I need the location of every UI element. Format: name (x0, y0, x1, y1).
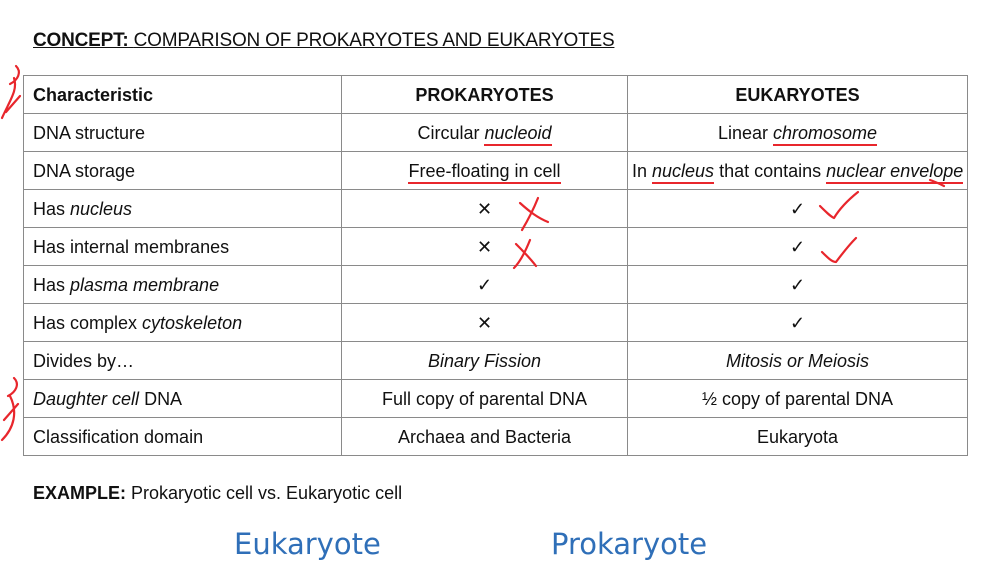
label-text-emph: cytoskeleton (142, 312, 243, 333)
row-label: Has internal membranes (24, 228, 342, 266)
check-icon: ✓ (342, 266, 628, 304)
margin-scribble-top (2, 66, 20, 118)
table-row (24, 114, 968, 152)
cross-icon: ✕ (342, 190, 628, 228)
cell-text: Free-floating in cell (408, 161, 560, 184)
label-text: Has (33, 274, 71, 295)
label-text: Has complex (33, 312, 143, 333)
table-row (24, 342, 968, 380)
row-label: Divides by… (24, 342, 342, 380)
prokaryote-image-label: Prokaryote (551, 527, 708, 561)
row-label (24, 380, 342, 418)
table-row (24, 266, 968, 304)
check-icon: ✓ (628, 304, 968, 342)
cell-prokaryote: Archaea and Bacteria (342, 418, 628, 456)
cell-eukaryote: ½ copy of parental DNA (628, 380, 968, 418)
example-label: EXAMPLE: (33, 483, 127, 503)
header-eukaryotes: EUKARYOTES (628, 76, 968, 114)
cell-text-emph: nucleoid (484, 123, 551, 146)
table-header-row (24, 76, 968, 114)
label-text-emph: plasma membrane (70, 274, 220, 295)
label-text-emph: nucleus (70, 198, 133, 219)
row-label (24, 190, 342, 228)
cross-icon: ✕ (342, 228, 628, 266)
cell-text: that contains (714, 160, 827, 181)
row-label: Classification domain (24, 418, 342, 456)
cell-text-emph: nuclear envelope (826, 161, 963, 184)
cell-eukaryote: Mitosis or Meiosis (628, 342, 968, 380)
table-row (24, 418, 968, 456)
example-text: Prokaryotic cell vs. Eukaryotic cell (126, 483, 403, 503)
comparison-table (23, 75, 968, 456)
cell-text: Linear (717, 122, 773, 143)
row-label (24, 266, 342, 304)
cell-prokaryote (342, 152, 628, 190)
margin-scribble-bottom (2, 378, 18, 440)
check-icon: ✓ (628, 228, 968, 266)
label-text: DNA (139, 388, 183, 409)
label-text-emph: Daughter cell (33, 388, 140, 409)
cell-text-emph: chromosome (773, 123, 877, 146)
check-icon: ✓ (628, 190, 968, 228)
table-row (24, 228, 968, 266)
header-characteristic: Characteristic (24, 76, 342, 114)
example-line (33, 483, 402, 504)
cell-eukaryote: Eukaryota (628, 418, 968, 456)
check-icon: ✓ (628, 266, 968, 304)
cell-text: In (632, 160, 653, 181)
row-label (24, 304, 342, 342)
header-prokaryotes: PROKARYOTES (342, 76, 628, 114)
label-text: Has (33, 198, 71, 219)
table-row (24, 152, 968, 190)
table-row (24, 380, 968, 418)
cell-eukaryote (628, 114, 968, 152)
row-label: DNA storage (24, 152, 342, 190)
eukaryote-image-label: Eukaryote (234, 527, 381, 561)
row-label: DNA structure (24, 114, 342, 152)
cell-eukaryote (628, 152, 968, 190)
cross-icon: ✕ (342, 304, 628, 342)
cell-text: Circular (417, 122, 485, 143)
cell-prokaryote (342, 114, 628, 152)
concept-label: CONCEPT: (33, 30, 129, 51)
cell-prokaryote: Binary Fission (342, 342, 628, 380)
concept-heading (33, 30, 614, 52)
cell-text-emph: nucleus (652, 161, 714, 184)
table-row (24, 304, 968, 342)
table-row (24, 190, 968, 228)
cell-prokaryote: Full copy of parental DNA (342, 380, 628, 418)
concept-title: COMPARISON OF PROKARYOTES AND EUKARYOTES (133, 30, 615, 51)
